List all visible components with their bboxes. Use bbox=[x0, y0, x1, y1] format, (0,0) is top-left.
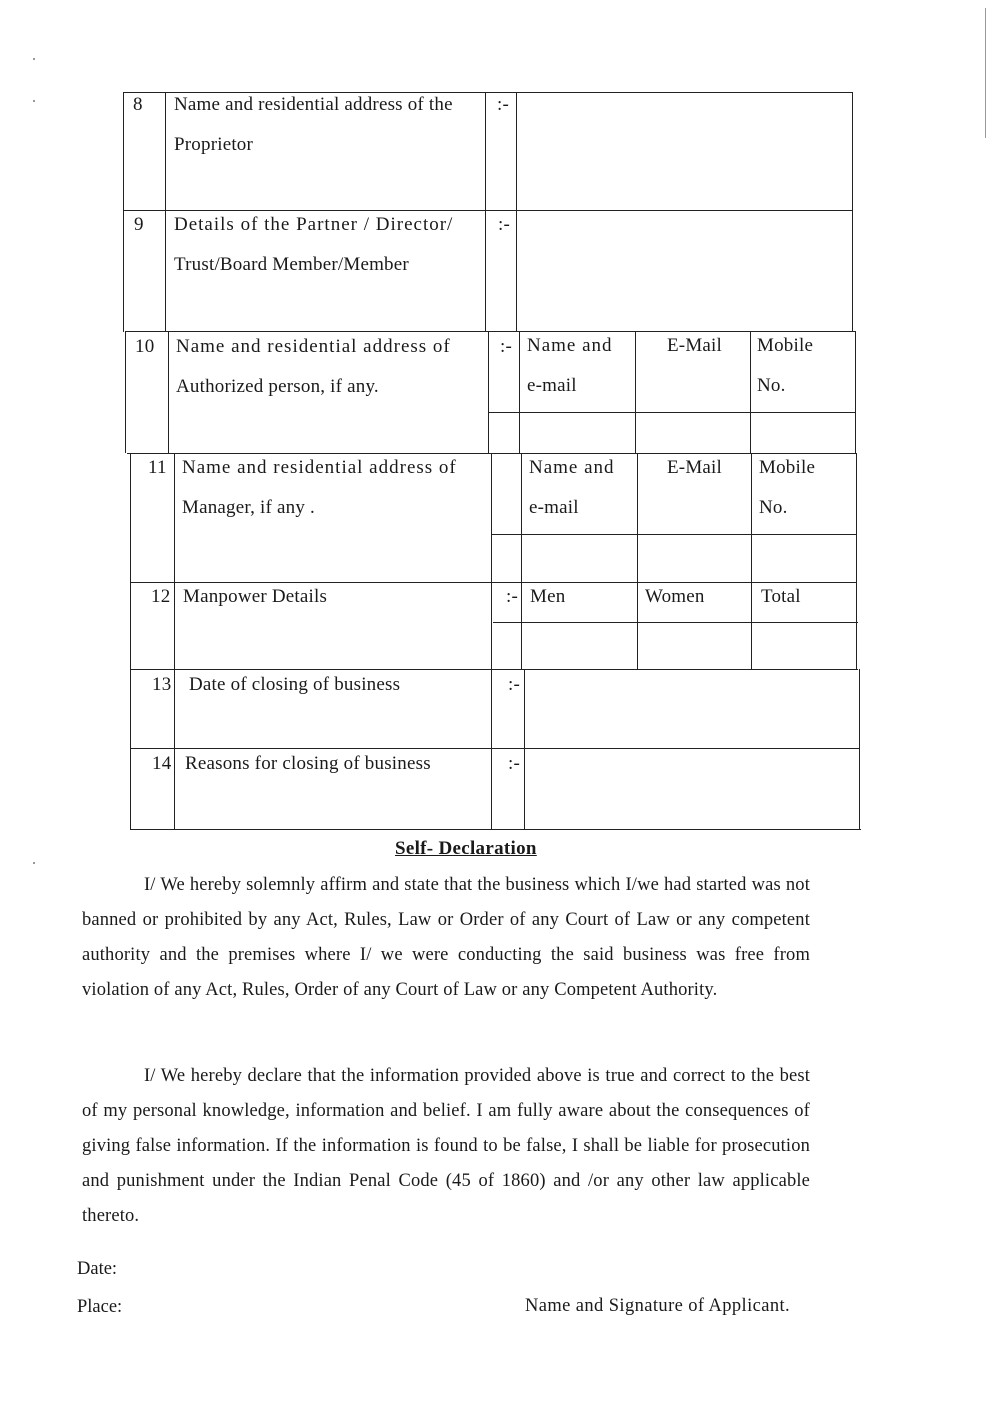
grid-line bbox=[855, 331, 856, 453]
row-number: 9 bbox=[134, 214, 144, 235]
proprietor-address-field[interactable] bbox=[518, 94, 851, 209]
scan-edge-line bbox=[985, 8, 986, 138]
place-label: Place: bbox=[77, 1297, 123, 1317]
grid-line bbox=[125, 331, 126, 453]
row-label: Date of closing of business bbox=[189, 674, 401, 695]
declaration-paragraph: I/ We hereby solemnly affirm and state that the business which I/we had started was not banned or prohibited by any Act, Rules, Law or Order of any Court of Law or any competent authority and the premises where I/ we were conducting the said business was free from violation of any Act, Rules, Order of any Court of Law or any Competent Authority. bbox=[82, 875, 810, 1000]
row-number: 10 bbox=[135, 336, 155, 357]
row-separator: :- bbox=[498, 214, 511, 235]
row-number: 11 bbox=[148, 457, 167, 478]
column-header-mobile: No. bbox=[759, 497, 788, 518]
grid-line bbox=[168, 331, 169, 453]
manager-mobile-field[interactable] bbox=[753, 536, 855, 581]
column-header-mobile: No. bbox=[757, 375, 786, 396]
column-header-name: Name and bbox=[527, 335, 613, 356]
grid-line bbox=[852, 92, 853, 332]
date-label: Date: bbox=[77, 1259, 118, 1279]
row-number: 13 bbox=[152, 674, 172, 695]
total-count-field[interactable] bbox=[753, 624, 855, 668]
column-header-name: Name and bbox=[529, 457, 615, 478]
declaration-title: Self- Declaration bbox=[395, 838, 537, 859]
grid-line bbox=[123, 92, 124, 332]
row-number: 14 bbox=[152, 753, 172, 774]
manager-email-field[interactable] bbox=[639, 536, 750, 581]
row-label: Name and residential address of bbox=[176, 336, 451, 357]
grid-line bbox=[125, 331, 855, 332]
partner-details-field[interactable] bbox=[518, 212, 851, 330]
scan-speck bbox=[33, 100, 35, 102]
grid-line bbox=[165, 92, 166, 332]
signature-label: Name and Signature of Applicant. bbox=[525, 1296, 791, 1316]
grid-line bbox=[485, 92, 486, 332]
column-header-men: Men bbox=[530, 586, 566, 607]
grid-line bbox=[174, 453, 175, 830]
column-header-email: E-Mail bbox=[667, 457, 723, 478]
row-label: Proprietor bbox=[174, 134, 254, 155]
scan-speck bbox=[33, 58, 35, 60]
grid-line bbox=[856, 453, 857, 670]
closing-date-field[interactable] bbox=[526, 671, 858, 747]
row-separator: :- bbox=[497, 94, 510, 115]
column-header-name: e-mail bbox=[529, 497, 579, 518]
scan-speck bbox=[33, 862, 35, 864]
declaration-paragraph: I/ We hereby declare that the information provided above is true and correct to the best of my personal knowledge, information and belief. I am fully aware about the consequences of giving false information. If the information is found to be false, I shall be liable for prosecution and punishment under the Indian Penal Code (45 of 1860) and /or any other law applicable thereto. bbox=[82, 1066, 810, 1226]
column-header-name: e-mail bbox=[527, 375, 577, 396]
grid-line bbox=[130, 453, 131, 830]
authorized-mobile-field[interactable] bbox=[752, 414, 854, 452]
grid-line bbox=[131, 829, 861, 830]
row-separator: :- bbox=[506, 586, 519, 607]
men-count-field[interactable] bbox=[523, 624, 636, 668]
row-separator: :- bbox=[500, 336, 513, 357]
authorized-name-field[interactable] bbox=[521, 414, 634, 452]
row-label: Manpower Details bbox=[183, 586, 328, 607]
row-number: 12 bbox=[151, 586, 171, 607]
closing-reasons-field[interactable] bbox=[526, 750, 858, 828]
row-label: Authorized person, if any. bbox=[176, 376, 379, 397]
column-header-women: Women bbox=[645, 586, 705, 607]
row-label: Name and residential address of the bbox=[174, 94, 453, 115]
row-label: Trust/Board Member/Member bbox=[174, 254, 409, 275]
row-separator: :- bbox=[508, 753, 521, 774]
grid-line bbox=[130, 582, 857, 583]
row-label: Reasons for closing of business bbox=[185, 753, 431, 774]
grid-line bbox=[859, 669, 860, 830]
row-label: Manager, if any . bbox=[182, 497, 315, 518]
grid-line bbox=[491, 453, 492, 830]
row-number: 8 bbox=[133, 94, 143, 115]
authorized-email-field[interactable] bbox=[637, 414, 749, 452]
row-separator: :- bbox=[508, 674, 521, 695]
manager-name-field[interactable] bbox=[523, 536, 636, 581]
column-header-mobile: Mobile bbox=[759, 457, 816, 478]
row-label: Name and residential address of bbox=[182, 457, 457, 478]
row-label: Details of the Partner / Director/ bbox=[174, 214, 454, 235]
column-header-mobile: Mobile bbox=[757, 335, 814, 356]
women-count-field[interactable] bbox=[639, 624, 750, 668]
grid-line bbox=[488, 331, 489, 453]
column-header-total: Total bbox=[761, 586, 801, 607]
column-header-email: E-Mail bbox=[667, 335, 723, 356]
